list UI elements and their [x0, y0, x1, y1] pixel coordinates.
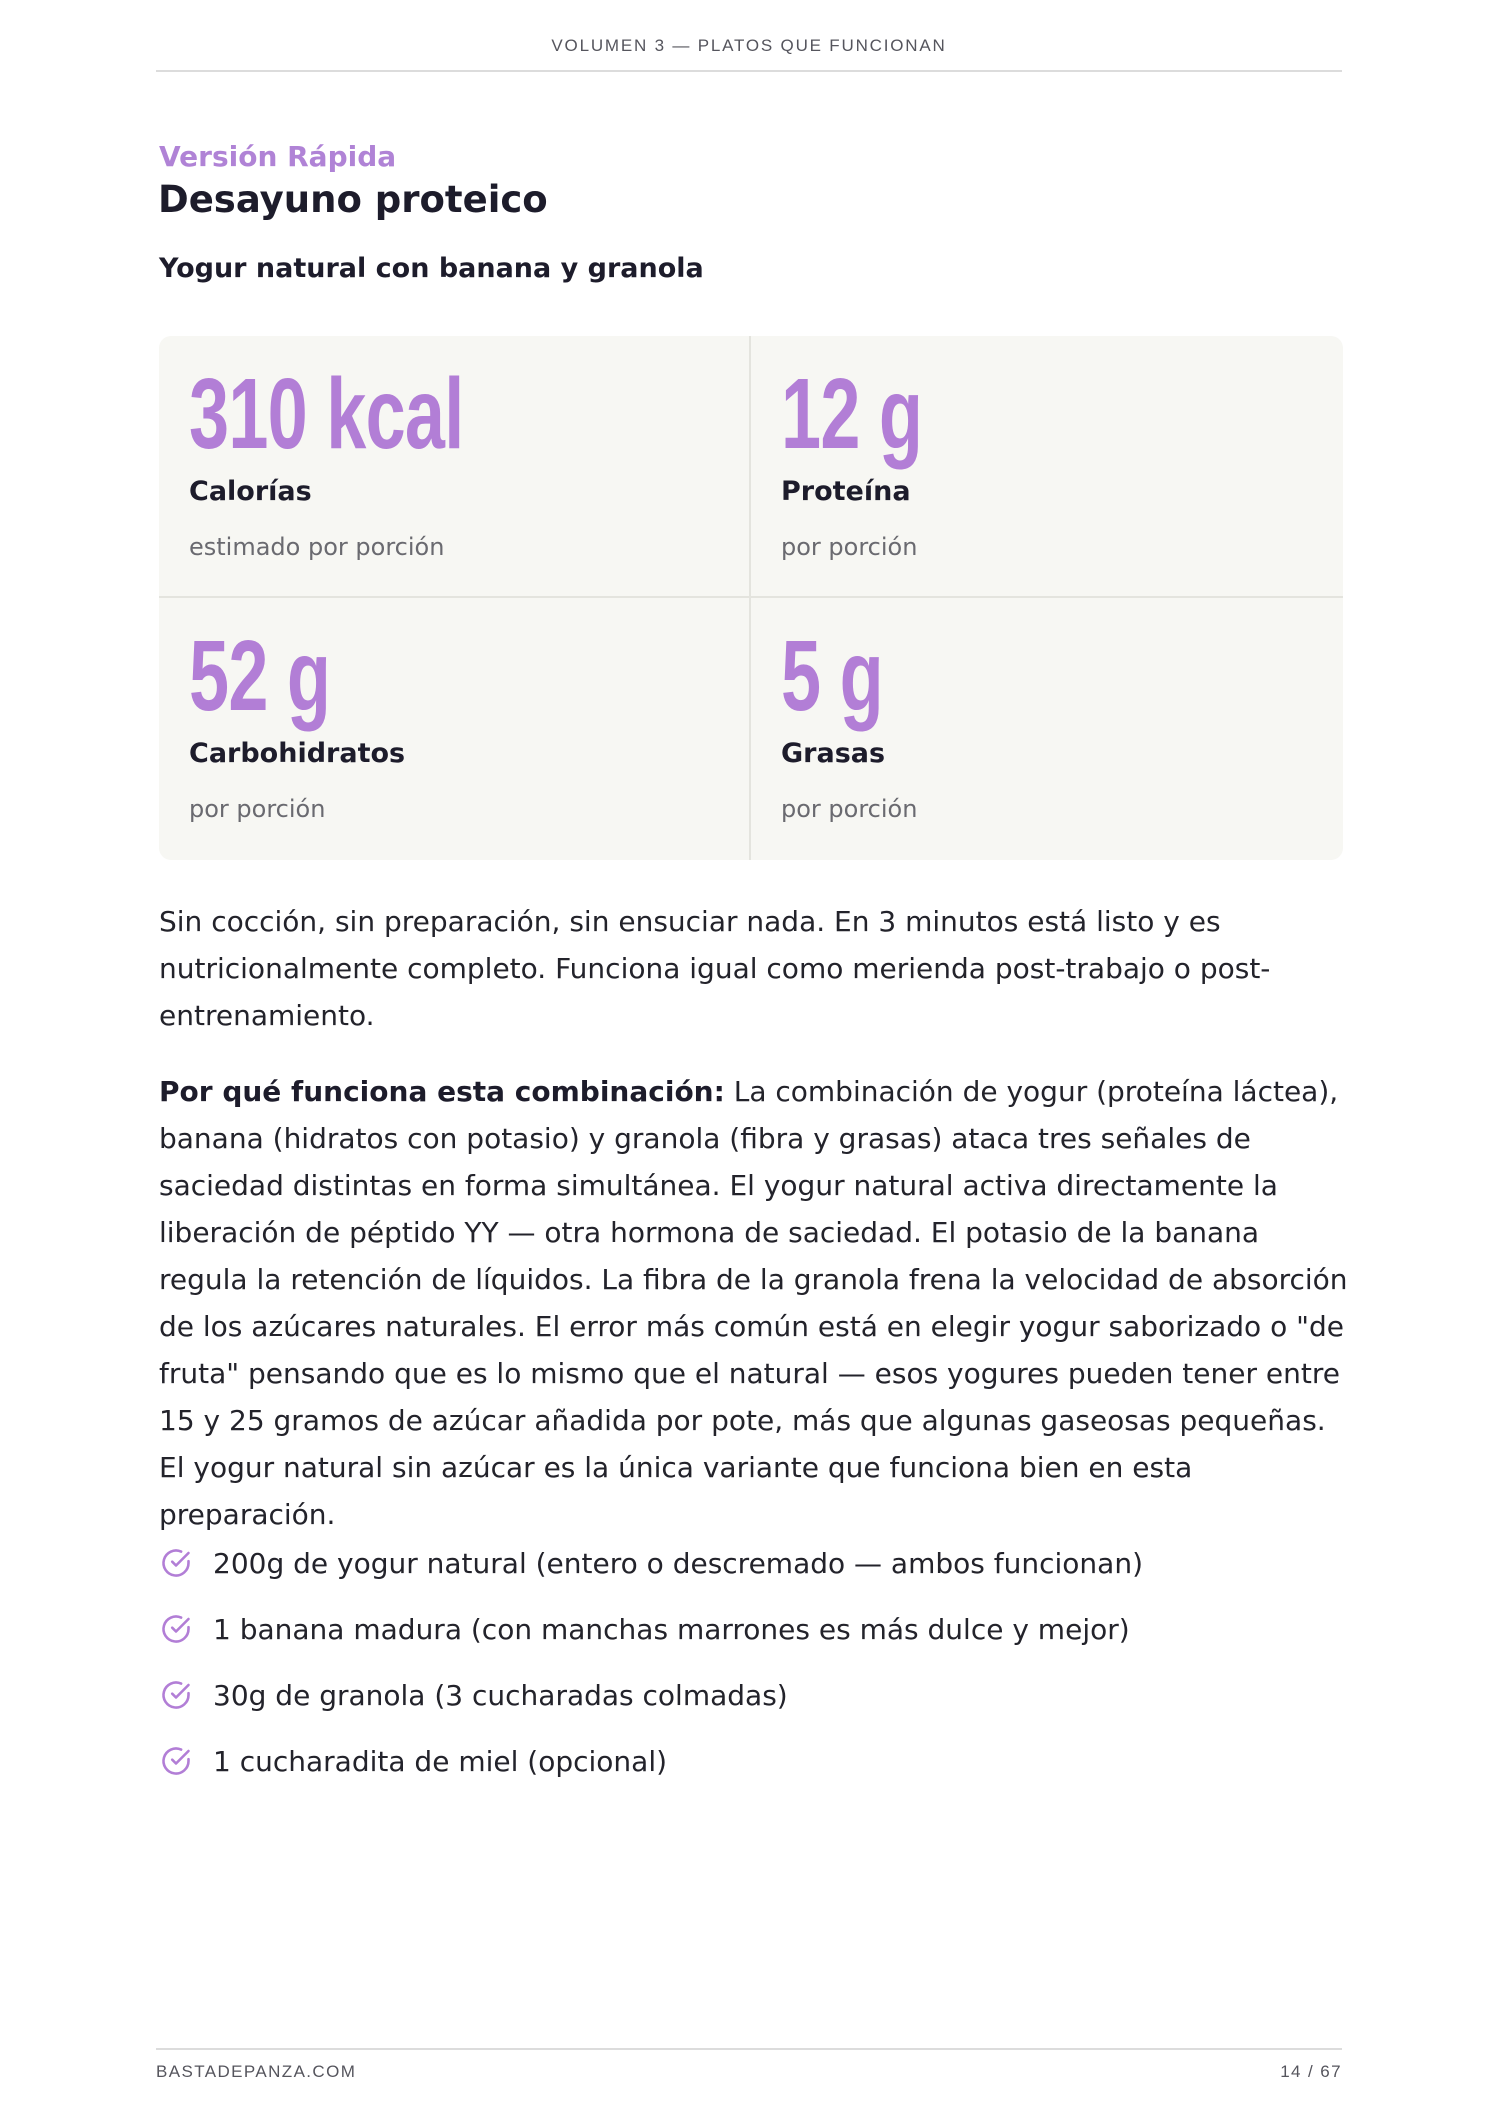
running-footer — [156, 2048, 1342, 2082]
ingredient-list — [159, 1530, 1143, 1794]
list-item — [159, 1596, 1143, 1662]
intro-paragraph: Sin cocción, sin preparación, sin ensuciar nada. En 3 minutos está listo y es nutricionalmente completo. Funciona igual como merienda post-trabajo o post-entrenamiento. — [159, 905, 1271, 1032]
check-circle-icon — [159, 1678, 193, 1712]
stat-card-calories — [159, 336, 751, 598]
recipe-title: Desayuno proteico — [158, 178, 548, 221]
stat-value: 310 kcal — [189, 358, 464, 470]
nutrition-stats-grid — [159, 336, 1343, 860]
list-item — [159, 1530, 1143, 1596]
stat-card-protein — [751, 336, 1343, 598]
stat-note: por porción — [781, 795, 918, 823]
recipe-subtitle: Yogur natural con banana y granola — [159, 253, 704, 284]
footer-site: BASTADEPANZA.COM — [156, 2062, 357, 2081]
stat-value: 12 g — [781, 358, 923, 470]
list-item — [159, 1662, 1143, 1728]
check-circle-icon — [159, 1744, 193, 1778]
stat-label: Grasas — [781, 738, 886, 769]
stat-value: 5 g — [781, 620, 883, 732]
stat-value: 52 g — [189, 620, 331, 732]
stat-note: por porción — [781, 533, 918, 561]
ingredient-text: 200g de yogur natural (entero o descremado — ambos funcionan) — [213, 1546, 1143, 1580]
stat-note: por porción — [189, 795, 326, 823]
running-header: VOLUMEN 3 — PLATOS QUE FUNCIONAN — [156, 36, 1342, 72]
stat-card-fats — [751, 598, 1343, 860]
page-number: 14 / 67 — [1280, 2062, 1342, 2081]
why-body: La combinación de yogur (proteína láctea), banana (hidratos con potasio) y granola (fibra y grasas) ataca tres señales de saciedad distintas en forma simultánea. El yogur natural activa directamente la liberación de péptido YY — otra hormona de saciedad. El potasio de la banana regula la retención de líquidos. La fibra de la granola frena la velocidad de absorción de los azúcares naturales. El error más común está en elegir yogur saborizado o "de fruta" pensando que es lo mismo que el natural — esos yogures pueden tener entre 15 y 25 gramos de azúcar añadida por pote, más que algunas gaseosas pequeñas. El yogur natural sin azúcar es la única variante que funciona bien en esta preparación. — [159, 1075, 1348, 1531]
stat-label: Proteína — [781, 476, 911, 507]
section-eyebrow: Versión Rápida — [159, 140, 397, 173]
stat-label: Carbohidratos — [189, 738, 406, 769]
stat-label: Calorías — [189, 476, 312, 507]
ingredient-text: 1 cucharadita de miel (opcional) — [213, 1744, 668, 1778]
list-item — [159, 1728, 1143, 1794]
check-circle-icon — [159, 1612, 193, 1646]
check-circle-icon — [159, 1546, 193, 1580]
ingredient-text: 30g de granola (3 cucharadas colmadas) — [213, 1678, 788, 1712]
why-paragraph — [159, 1068, 1349, 1538]
why-lead: Por qué funciona esta combinación: — [159, 1075, 725, 1108]
stat-card-carbs — [159, 598, 751, 860]
stat-note: estimado por porción — [189, 533, 445, 561]
ingredient-text: 1 banana madura (con manchas marrones es más dulce y mejor) — [213, 1612, 1130, 1646]
